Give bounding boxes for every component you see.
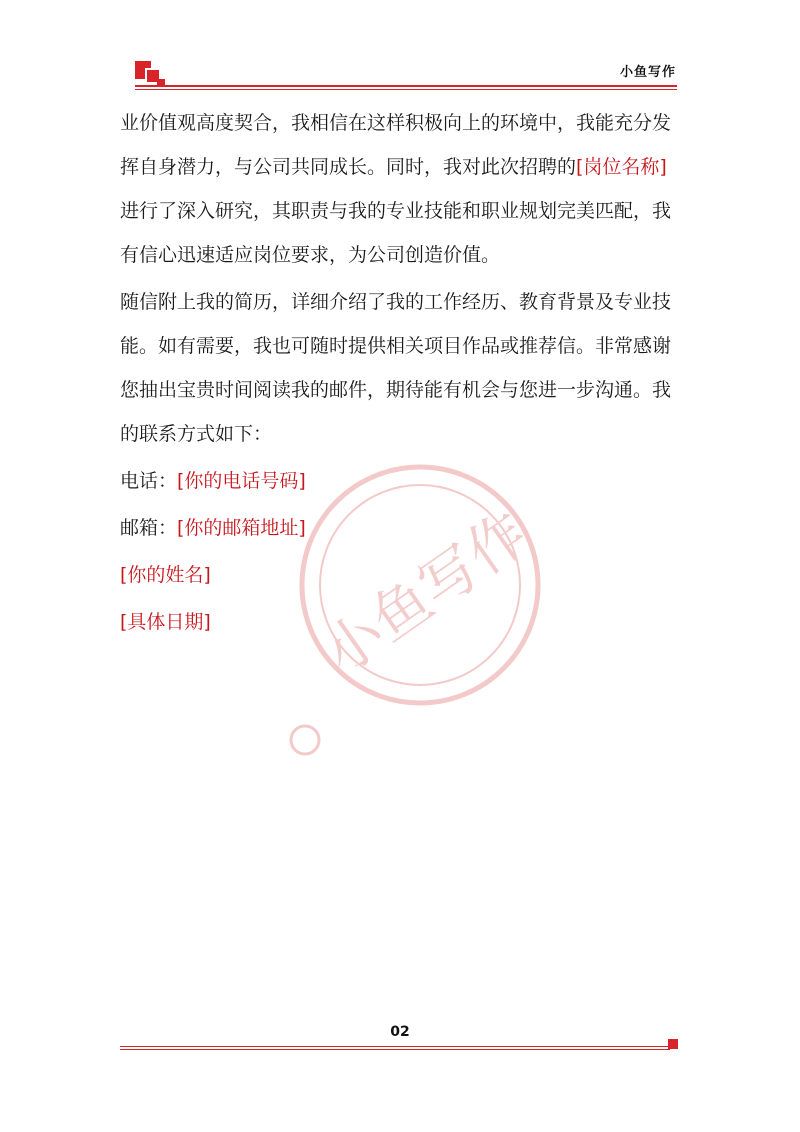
footer-divider-thin bbox=[120, 1049, 670, 1050]
email-label: 邮箱： bbox=[120, 517, 178, 539]
contact-phone bbox=[120, 459, 680, 503]
watermark-text: 小鱼写作 bbox=[311, 498, 541, 688]
placeholder-email: [你的邮箱地址] bbox=[177, 517, 306, 539]
paragraph-resume: 随信附上我的简历，详细介绍了我的工作经历、教育背景及专业技能。如有需要，我也可随时提供相关项目作品或推荐信。非常感谢您抽出宝贵时间阅读我的邮件，期待能有机会与您进一步沟通。我的联系方式如下： bbox=[120, 291, 672, 445]
paragraph-text: 进行了深入研究，其职责与我的专业技能和职业规划完美匹配，我有信心迅速适应岗位要求，为公司创造价值。 bbox=[120, 200, 672, 266]
placeholder-position-name: [岗位名称] bbox=[576, 156, 667, 178]
letter-body bbox=[120, 101, 680, 644]
placeholder-name: [你的姓名] bbox=[120, 564, 211, 586]
footer-divider bbox=[120, 1046, 670, 1047]
page-number: 02 bbox=[390, 1024, 410, 1040]
placeholder-date: [具体日期] bbox=[120, 611, 211, 633]
header-divider bbox=[135, 85, 677, 87]
placeholder-phone: [你的电话号码] bbox=[177, 470, 306, 492]
footer-square-icon bbox=[668, 1039, 678, 1049]
paragraph-text: 业价值观高度契合，我相信在这样积极向上的环境中，我能充分发挥自身潜力，与公司共同成长。同时，我对此次招聘的 bbox=[120, 112, 672, 178]
paragraph-motivation bbox=[120, 101, 680, 277]
contact-email bbox=[120, 506, 680, 550]
phone-label: 电话： bbox=[120, 470, 178, 492]
brand-name: 小鱼写作 bbox=[619, 65, 676, 80]
header-divider-thin bbox=[135, 89, 677, 90]
